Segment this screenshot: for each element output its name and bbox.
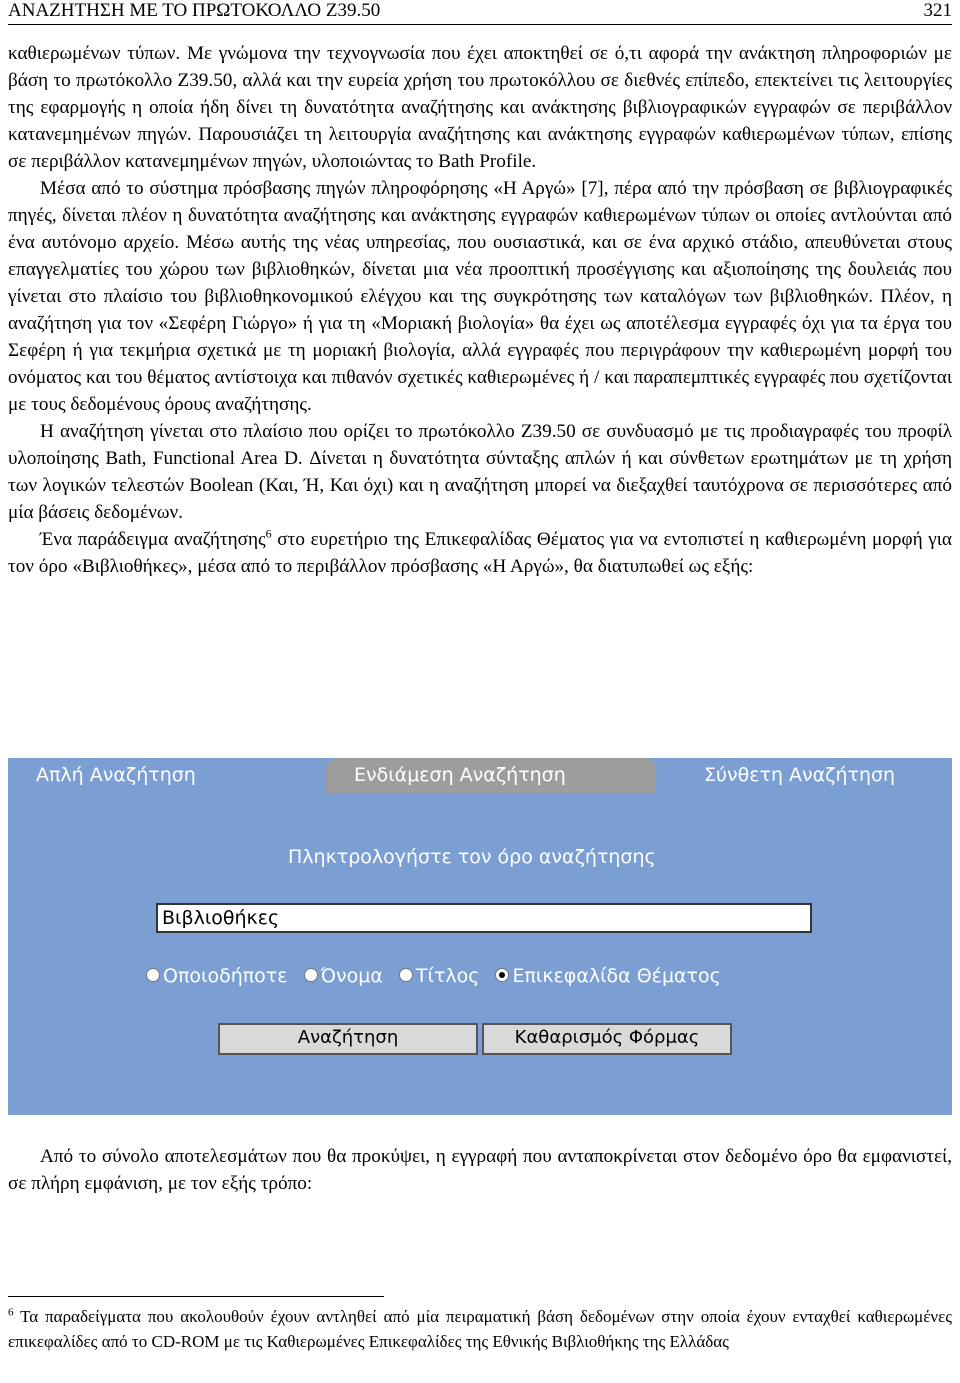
body-text-after-figure — [8, 1143, 952, 1197]
radio-title[interactable]: Τίτλος — [399, 965, 480, 987]
paragraph-1: καθιερωμένων τύπων. Με γνώμονα την τεχνογνωσία που έχει αποκτηθεί σε ό,τι αφορά την ανάκτηση πληροφοριών με βάση το πρωτόκολλο Z39.50, αλλά και την ευρεία χρήση του πρωτοκόλλου σε διεθνές επίπεδο, επεκτείνει τις λειτουργίες της εφαρμογής η οποία ήδη δίνει τη δυνατότητα αναζήτησης και ανάκτησης βιβλιογραφικών εγγραφών σε περιβάλλον κατανεμημένων πηγών. Παρουσιάζει τη λειτουργία αναζήτησης και ανάκτησης εγγραφών καθιερωμένων τύπων, επίσης σε περιβάλλον κατανεμημένων πηγών, υλοποιώντας το Bath Profile. — [8, 43, 952, 172]
tab-advanced-search[interactable]: Σύνθετη Αναζήτηση — [658, 758, 952, 794]
paragraph-5: Από το σύνολο αποτελεσμάτων που θα προκύψει, η εγγραφή που ανταποκρίνεται στον δεδομένο όρο θα εμφανιστεί, σε πλήρη εμφάνιση, με τον εξής τρόπο: — [8, 1146, 952, 1194]
footnote-number: 6 — [8, 1306, 14, 1319]
radio-icon — [399, 968, 413, 982]
search-tabs — [8, 758, 952, 794]
search-input[interactable]: Βιβλιοθήκες — [156, 903, 812, 933]
paragraph-2: Μέσα από το σύστημα πρόσβασης πηγών πληροφόρησης «Η Αργώ» [7], πέρα από την πρόσβαση σε βιβλιογραφικές πηγές, δίνεται πλέον η δυνατότητα αναζήτησης και ανάκτησης εγγραφών καθιερωμένων τύπων οι οποίες αντλούνται από ένα αυτόνομο αρχείο. Μέσω αυτής της νέας υπηρεσίας, που ουσιαστικά, και σε ένα αρχικό στάδιο, απευθύνεται στους επαγγελματίες του χώρου των βιβλιοθηκών, δίνεται μια νέα προοπτική προσέγγισης και αξιοποίησης της δουλειάς που γίνεται στο πλαίσιο του βιβλιοθηκονομικού ελέγχου και της συγκρότησης των καταλόγων των βιβλιοθηκών. Πλέον, η αναζήτηση για τον «Σεφέρη Γιώργο» ή για τη «Μοριακή βιολογία» θα έχει ως αποτέλεσμα εγγραφές όχι για τα έργα του Σεφέρη ή για τεκμήρια σχετικά με τη μοριακή βιολογία, αλλά εγγραφές που περιγράφουν την καθιερωμένη μορφή του ονόματος και του θέματος αντίστοιχα και πιθανόν σχετικές καθιερωμένες ή / και παραπεμπτικές εγγραφές που σχετίζονται με τους δεδομένους όρους αναζήτησης. — [8, 178, 952, 415]
radio-name[interactable]: Όνομα — [304, 965, 383, 987]
radio-subject-heading[interactable]: Επικεφαλίδα Θέματος — [495, 965, 720, 987]
running-title: ΑΝΑΖΗΤΗΣΗ ΜΕ ΤΟ ΠΡΩΤΟΚΟΛΛΟ Z39.50 — [8, 0, 381, 21]
radio-icon — [146, 968, 160, 982]
paragraph-4-start: Ένα παράδειγμα αναζήτησης — [40, 529, 266, 550]
paragraph-4 — [8, 526, 952, 580]
search-form-screenshot — [8, 758, 952, 1115]
radio-icon — [304, 968, 318, 982]
radio-any[interactable]: Οποιοδήποτε — [146, 965, 288, 987]
footnote-text: Τα παραδείγματα που ακολουθούν έχουν αντληθεί από μία πειραματική βάση δεδομένων στην οποία έχουν ενταχθεί καθιερωμένες επικεφαλίδες από το CD-ROM με τις Καθιερωμένες Επικεφαλίδες της Εθνικής Βιβλιοθήκης της Ελλάδας — [8, 1307, 952, 1351]
search-prompt: Πληκτρολογήστε τον όρο αναζήτησης — [288, 846, 656, 868]
search-button[interactable]: Αναζήτηση — [218, 1023, 478, 1055]
footnote — [8, 1304, 952, 1354]
tab-intermediate-search[interactable]: Ενδιάμεση Αναζήτηση — [326, 758, 656, 794]
paragraph-3: Η αναζήτηση γίνεται στο πλαίσιο που ορίζει το πρωτόκολλο Z39.50 σε συνδυασμό με τις προδιαγραφές του προφίλ υλοποίησης Bath, Functional Area D. Δίνεται η δυνατότητα σύνταξης απλών ή και σύνθετων ερωτημάτων με τη χρήση των λογικών τελεστών Boolean (Και, Ή, Και όχι) και η αναζήτηση μπορεί να διεξαχθεί ταυτόχρονα σε περισσότερες από μία βάσεις δεδομένων. — [8, 421, 952, 523]
search-field-options — [146, 965, 731, 987]
page-number: 321 — [923, 0, 952, 21]
radio-selected-icon — [495, 968, 509, 982]
clear-form-button[interactable]: Καθαρισμός Φόρμας — [482, 1023, 732, 1055]
paragraph-4-end: στο ευρετήριο της Επικεφαλίδας Θέματος για να εντοπιστεί η καθιερωμένη μορφή για τον όρο «Βιβλιοθήκες», μέσα από το περιβάλλον πρόσβασης «Η Αργώ», θα διατυπωθεί ως εξής: — [8, 529, 952, 577]
body-text — [8, 40, 952, 580]
running-header — [8, 0, 952, 25]
tab-simple-search[interactable]: Απλή Αναζήτηση — [8, 758, 324, 794]
footnote-ref[interactable]: 6 — [265, 526, 272, 541]
footnote-divider — [8, 1296, 384, 1297]
